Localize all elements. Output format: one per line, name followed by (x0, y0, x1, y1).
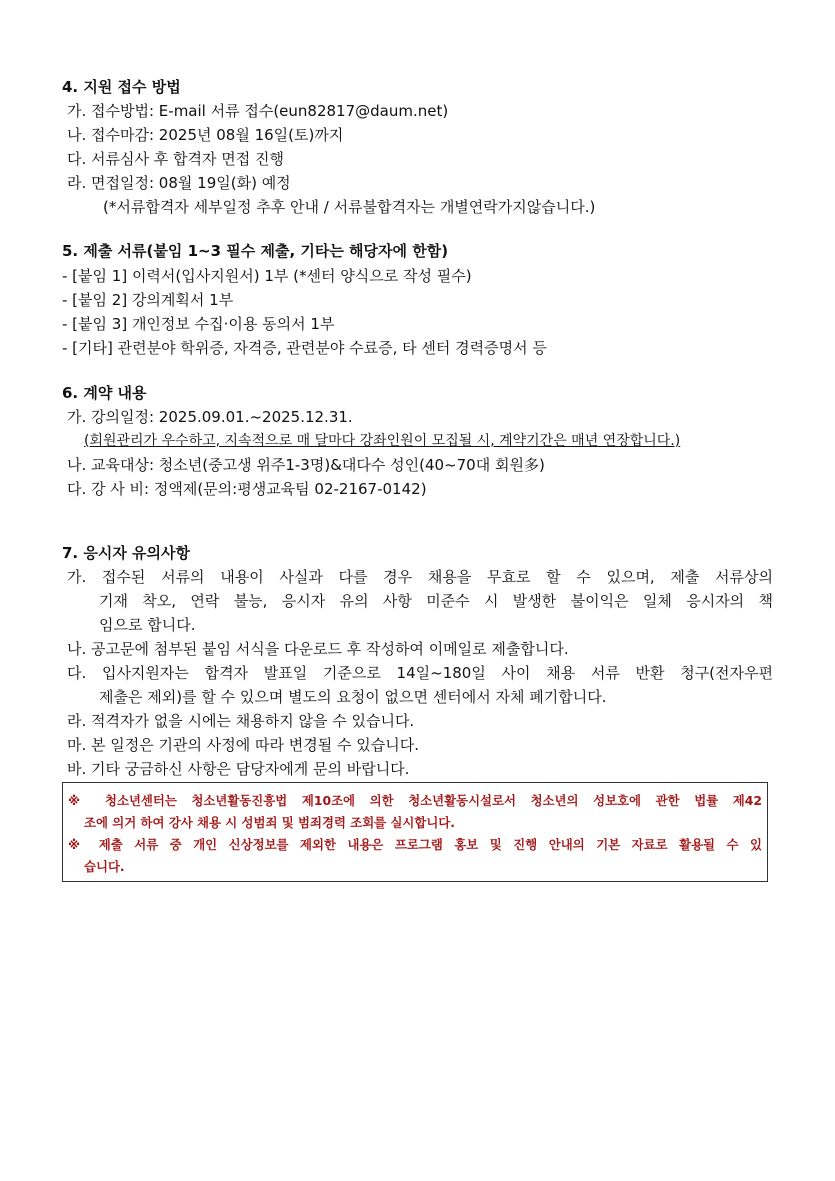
section6-schedule-note: (회원관리가 우수하고, 지속적으로 매 달마다 강좌인원이 모집될 시, 계약기간은 매년 연장합니다.) (84, 433, 681, 449)
section5-item: - [붙임 2] 강의계획서 1부 (62, 291, 234, 309)
section7-title: 7. 응시자 유의사항 (62, 544, 191, 562)
notice-line: 습니다. (84, 859, 125, 874)
section7-item-da-cont: 제출은 제외)를 할 수 있으며 별도의 요청이 없으면 센터에서 자체 폐기합니다. (99, 688, 607, 706)
section4-title: 4. 지원 접수 방법 (62, 78, 181, 96)
notice-line: ※ 청소년센터는 청소년활동진흥법 제10조에 의한 청소년활동시설로서 청소년의 성보호에 관한 법률 제42 (68, 793, 762, 808)
section7-item-ga: 가. 접수된 서류의 내용이 사실과 다를 경우 채용을 무효로 할 수 있으며, 제출 서류상의 (67, 568, 773, 586)
section5-item: - [붙임 3] 개인정보 수집·이용 동의서 1부 (62, 315, 335, 333)
section5-item: - [기타] 관련분야 학위증, 자격증, 관련분야 수료증, 타 센터 경력증명서 등 (62, 339, 547, 357)
section7-item-na: 나. 공고문에 첨부된 붙임 서식을 다운로드 후 작성하여 이메일로 제출합니다. (67, 640, 569, 658)
section4-item: 가. 접수방법: E-mail 서류 접수(eun82817@daum.net) (67, 102, 449, 120)
section6-item-schedule: 가. 강의일정: 2025.09.01.~2025.12.31. (67, 408, 353, 426)
section4-item: 라. 면접일정: 08월 19일(화) 예정 (67, 174, 291, 192)
section4-note: (*서류합격자 세부일정 추후 안내 / 서류불합격자는 개별연락가지않습니다.) (103, 198, 596, 216)
section7-item-ra: 라. 적격자가 없을 시에는 채용하지 않을 수 있습니다. (67, 712, 415, 730)
section4-item: 나. 접수마감: 2025년 08월 16일(토)까지 (67, 126, 344, 144)
section7-item-ga-cont: 임으로 합니다. (99, 616, 196, 634)
section7-item-ma: 마. 본 일정은 기관의 사정에 따라 변경될 수 있습니다. (67, 736, 419, 754)
section7-item-ba: 바. 기타 궁금하신 사항은 담당자에게 문의 바랍니다. (67, 760, 410, 778)
notice-line: ※ 제출 서류 중 개인 신상정보를 제외한 내용은 프로그램 홍보 및 진행 안내의 기본 자료로 활용될 수 있 (68, 837, 762, 852)
section6-item-fee: 다. 강 사 비: 정액제(문의:평생교육팀 02-2167-0142) (67, 480, 427, 498)
section6-item-target: 나. 교육대상: 청소년(중고생 위주1-3명)&대다수 성인(40~70대 회원多) (67, 456, 545, 474)
notice-line: 조에 의거 하여 강사 채용 시 성범죄 및 범죄경력 조회를 실시합니다. (84, 815, 456, 830)
section5-item: - [붙임 1] 이력서(입사지원서) 1부 (*센터 양식으로 작성 필수) (62, 267, 472, 285)
section4-item: 다. 서류심사 후 합격자 면접 진행 (67, 150, 284, 168)
section7-item-da: 다. 입사지원자는 합격자 발표일 기준으로 14일~180일 사이 채용 서류 반환 청구(전자우편 (67, 664, 773, 682)
section7-item-ga-cont: 기재 착오, 연락 불능, 응시자 유의 사항 미준수 시 발생한 불이익은 일체 응시자의 책 (99, 592, 773, 610)
section6-title: 6. 계약 내용 (62, 384, 147, 402)
section5-title: 5. 제출 서류(붙임 1~3 필수 제출, 기타는 해당자에 한함) (62, 242, 449, 260)
